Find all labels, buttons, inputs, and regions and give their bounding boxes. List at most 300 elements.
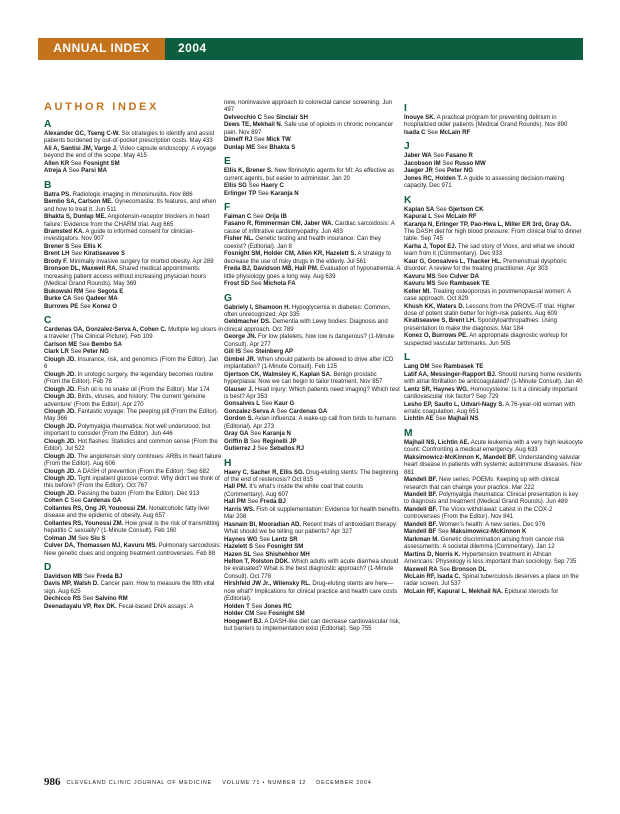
author-name: Fisher NL. <box>224 236 254 243</box>
cross-reference: Reginelli JP <box>262 438 297 445</box>
entry-text: See <box>440 160 455 167</box>
index-entry <box>44 349 223 356</box>
cross-reference: McLain RF <box>439 129 471 136</box>
index-entry <box>44 146 223 161</box>
entry-text: How great is the risk of transmitting hepatitis C sexually? (1-Minute Consult). Feb 160 <box>44 520 220 535</box>
entry-text: Dementia with Lewy bodies: Diagnosis and clinical approach. Oct 789 <box>224 319 388 333</box>
index-entry <box>224 137 403 144</box>
index-entry <box>44 469 223 476</box>
entry-text: See <box>78 303 93 310</box>
index-section <box>224 292 403 454</box>
cross-reference: Fasano R <box>445 153 473 160</box>
index-entry <box>44 266 223 288</box>
entry-text: See <box>245 499 260 506</box>
author-name: Kaplan SA <box>404 206 435 213</box>
author-name: Clough JD. <box>44 386 76 393</box>
author-name: Freda BJ, Davidson MB, Hall PM. <box>224 266 319 273</box>
entry-text: Passing the baton (From the Editor). Dec 913 <box>75 490 200 497</box>
entry-text: A guide to assessing decision-making capacity. Dec 971 <box>404 175 565 190</box>
entry-text: A DASH-like diet can decrease cardiovascular risk, but barriers to implementation exist (Editorial). Sep 755 <box>224 618 401 633</box>
index-section <box>404 351 583 424</box>
section-letter: E <box>224 156 231 168</box>
author-name: Clough JD. <box>44 453 76 460</box>
index-entry <box>404 402 583 417</box>
index-entry <box>44 604 223 611</box>
section-letter: F <box>224 201 231 213</box>
entry-text: Video capsule endoscopy: A voyage beyond the end of the scope. May 415 <box>44 145 217 160</box>
entry-text: Pulmonary sarcoidosis: New genetic clues and ongoing treatment controversies. Feb 88 <box>44 543 222 557</box>
entry-text: See <box>274 408 289 415</box>
index-entry <box>404 153 583 160</box>
author-name: Clark LR <box>44 349 69 356</box>
index-entry <box>404 529 583 536</box>
index-entry <box>404 244 583 259</box>
index-entry <box>44 199 223 214</box>
entry-text: Understanding valvular heart disease in patients with systemic autoimmune diseases. Nov 881 <box>404 454 582 476</box>
entry-text: Lessons from the PROVE-IT trial. Higher dose of potent statin better for high-risk patients. Aug 609 <box>404 303 576 317</box>
cross-reference: Mick TW <box>266 137 291 144</box>
entry-text: Polymyalgia rheumatica: Not well understood, but important to consider (From the Editor). Jun 446 <box>44 423 211 438</box>
index-entry <box>44 327 223 342</box>
entry-text: Hot flashes: Statistics and common sense (From the Editor). Jul 522 <box>44 438 218 453</box>
entry-text: See <box>251 213 266 220</box>
index-entry <box>44 543 223 558</box>
index-entry <box>44 244 223 251</box>
index-entry <box>224 236 403 251</box>
index-entry <box>224 100 403 115</box>
entry-text: See <box>249 603 264 610</box>
section-letter: I <box>404 103 407 114</box>
cross-reference: Sinclair SH <box>276 114 309 121</box>
index-title: AUTHOR INDEX <box>44 101 159 113</box>
author-name: Clough JD. <box>44 438 76 445</box>
cross-reference: Haery C <box>260 183 284 190</box>
index-entry <box>404 207 583 214</box>
index-entry <box>404 289 583 304</box>
entry-text: new, noninvasive approach to colorectal cancer screening. Jun 497 <box>224 100 393 114</box>
index-entry <box>224 446 403 453</box>
author-name: Hasnain BI, Mooradian AD. <box>224 521 302 528</box>
entry-text: A practical program for preventing delirium in hospitalized older patients (Medical Grand Rounds). Nov 890 <box>404 115 568 129</box>
entry-text: Angiotensin-receptor blockers in heart failure: Evidence from the CHARM trial. Aug 665 <box>44 214 210 228</box>
entry-text: See <box>259 401 275 408</box>
index-entry <box>404 168 583 175</box>
index-section <box>44 118 223 176</box>
section-banner <box>38 38 583 60</box>
entry-text: The sad story of Vioxx, and what we should learn from it (Commentary). Dec 933 <box>404 243 575 258</box>
author-name: Dechicco RS <box>44 596 81 603</box>
author-name: Markman M. <box>404 536 439 543</box>
index-entry <box>404 537 583 552</box>
index-entry <box>404 507 583 522</box>
author-name: Isada C <box>404 129 426 136</box>
index-entry <box>44 161 223 168</box>
entry-text: Gynecomastia: Its features, and when and how to treat it. Jun 511 <box>44 199 217 213</box>
author-name: Jaeger JR <box>404 168 433 175</box>
entry-text: New series. POEMs: Keeping up with clinical research that can change your practice. Mar 222 <box>404 477 560 491</box>
page-footer <box>44 776 584 788</box>
author-name: Clough JD. <box>44 394 76 401</box>
author-name: Holden T <box>224 603 250 610</box>
index-entry <box>44 304 223 311</box>
author-name: Ali A, Santisi JM, Vargo J. <box>44 145 118 152</box>
entry-text: In urologic surgery, the legendary becomes routine (From the Editor). Feb 78 <box>44 371 214 386</box>
index-entry <box>224 604 403 611</box>
entry-text: Homocysteine: Is it a clinically important cardiovascular risk factor? Sep 729 <box>404 386 578 401</box>
author-name: Geldmacher DS. <box>224 319 271 326</box>
index-entry <box>224 115 403 122</box>
cross-reference: Karanja N <box>262 431 291 438</box>
author-name: Collantes RS, Younossi ZM. <box>44 520 124 527</box>
author-name: Kapural L <box>404 214 432 221</box>
entry-text: Hypertension treatment in African Americans: Physiology is less important than sociology. Sep 735 <box>404 551 577 566</box>
index-section <box>224 201 403 289</box>
entry-text: It’s what’s inside the white coat that counts (Commentary). Aug 607 <box>224 484 364 498</box>
index-entry <box>224 470 403 485</box>
index-entry <box>44 357 223 372</box>
entry-text: Women’s health: A new series. Dec 976 <box>437 521 546 528</box>
index-section <box>404 427 583 597</box>
index-entry <box>44 372 223 387</box>
author-name: Burke CA <box>44 296 72 303</box>
entry-text: Avian influenza: A wake-up call from birds to humans (Editorial). Apr 273 <box>224 416 396 430</box>
author-name: Gonzalez-Serva A <box>224 408 275 415</box>
entry-text: Nonalcoholic fatty liver disease and the epidemic of obesity. Aug 657 <box>44 505 210 520</box>
author-name: Davis MP, Walsh D. <box>44 581 99 588</box>
author-name: Clough JD. <box>44 476 76 483</box>
entry-text: Hypoglycemia in diabetes: Common, often unrecognized. Apr 335 <box>224 304 391 318</box>
index-entry <box>224 191 403 198</box>
cross-reference: Cardenas GA <box>288 408 328 415</box>
entry-text: See <box>69 251 84 258</box>
index-entry <box>224 251 403 266</box>
entry-text: Cardiac sarcoidosis: A cause of infiltrative cardiomyopathy. Jun 483 <box>224 221 395 235</box>
entry-text: New fibrinolytic agents for MI: As effective as current agents, but easier to administer. Jan 20 <box>224 168 395 182</box>
author-name: Jacobson IM <box>404 160 441 167</box>
cross-reference: Lentz SR <box>271 536 298 543</box>
entry-text: See <box>433 416 448 423</box>
index-column-1 <box>44 100 223 614</box>
entry-text: Radiologic imaging in rhinosinusitis. Nov 886 <box>70 191 193 198</box>
author-name: Dimeff RJ <box>224 137 253 144</box>
author-name: Allen KR <box>44 160 70 167</box>
index-entry <box>44 387 223 394</box>
cross-reference: Qadeer MA <box>85 296 118 303</box>
cross-reference: Salvino RM <box>95 596 128 603</box>
index-entry <box>224 221 403 236</box>
index-entry <box>44 596 223 603</box>
entry-text: See <box>251 551 266 558</box>
author-name: Collantes RS, Ong JP, Younossi ZM. <box>44 505 148 512</box>
entry-text: See <box>77 341 92 348</box>
index-entry <box>44 394 223 409</box>
entry-text: A guide to informed consent for clinician-investigators. Nov 907 <box>44 228 195 243</box>
entry-text: See <box>252 544 268 551</box>
entry-text: Fecal-based DNA assays: A <box>116 603 194 610</box>
cross-reference: Culver DA <box>449 273 479 280</box>
author-name: Dews TE, Mekhail N. <box>224 122 283 129</box>
cross-reference: Bhakta S <box>269 144 296 151</box>
index-entry <box>224 439 403 446</box>
entry-text: See <box>83 288 98 295</box>
index-entry <box>44 214 223 229</box>
author-name: Lesho EP, Saullo L, Udvari-Nagy S. <box>404 401 505 408</box>
entry-text: A strategy to decrease the use of risky drugs in the elderly. Jul 561 <box>224 251 392 265</box>
index-entry <box>404 387 583 402</box>
index-entry <box>224 619 403 634</box>
index-section <box>224 457 403 634</box>
index-entry <box>224 537 403 544</box>
author-name: Glauser J. <box>224 386 254 393</box>
cross-reference: Ellis K <box>83 243 102 250</box>
index-entry <box>224 183 403 190</box>
index-entry <box>224 357 403 372</box>
author-name: Bronson DL, Maxwell RA. <box>44 266 118 273</box>
index-entry <box>404 574 583 589</box>
cross-reference: Bronson DL <box>451 566 487 573</box>
index-entry <box>404 477 583 492</box>
index-entry <box>224 387 403 402</box>
cross-reference: Peter NG <box>83 349 109 356</box>
author-name: Gjertson CK, Walmsley K, Kaplan SA. <box>224 371 332 378</box>
author-name: Bukowski RM <box>44 288 84 295</box>
index-entry <box>224 122 403 137</box>
index-entry <box>404 281 583 288</box>
author-name: Konez O, Burrows PE. <box>404 333 468 340</box>
author-name: Hall PM. <box>224 484 248 491</box>
author-name: Brent LH <box>44 251 70 258</box>
index-entry <box>224 334 403 349</box>
entry-text: See <box>69 243 84 250</box>
author-name: Hazen SL <box>224 551 252 558</box>
index-section <box>404 140 583 190</box>
entry-text: Fantastic voyage: The peeping pill (From the Editor). May 366 <box>44 408 219 423</box>
index-entry <box>224 372 403 387</box>
author-name: Gutierrez J <box>224 446 256 453</box>
cross-reference: Freda BJ <box>259 499 286 506</box>
entry-text: See <box>431 153 446 160</box>
author-name: Majhail NS, Lichtin AE. <box>404 439 470 446</box>
index-section <box>224 155 403 198</box>
author-name: Holder CM <box>224 611 255 618</box>
index-entry <box>224 266 403 281</box>
section-letter: L <box>404 352 411 364</box>
cross-reference: Parsi MA <box>81 168 107 175</box>
entry-text: Genetic discrimination arising from cancer risk assessments: A societal dilemma (Commentary). Jan 12 <box>404 536 565 551</box>
index-entry <box>224 581 403 603</box>
author-name: Latif AA, Messinger-Rapport BJ. <box>404 371 497 378</box>
author-name: Batra PS. <box>44 191 71 198</box>
cross-reference: Shishehbor MH <box>265 551 310 558</box>
author-name: Fasano R, Rimmerman CM, Jaber WA. <box>224 221 334 228</box>
author-name: Karha J, Topol EJ. <box>404 243 457 250</box>
index-entry <box>224 281 403 288</box>
author-name: Bembo SA, Carlson ME. <box>44 199 113 206</box>
entry-text: See <box>248 438 263 445</box>
entry-text: See <box>425 129 440 136</box>
author-name: Burrows PE <box>44 303 79 310</box>
author-name: Culver DA, Thomassen MJ, Kavuru MS. <box>44 543 157 550</box>
author-name: McLain RF, Isada C. <box>404 574 461 581</box>
index-entry <box>224 484 403 499</box>
index-entry <box>224 431 403 438</box>
author-name: Brener S <box>44 243 70 250</box>
index-section <box>404 194 583 349</box>
entry-text: A 76-year-old woman with erratic coagulation. Aug 651 <box>404 401 575 415</box>
author-name: Bramsted KA. <box>44 228 84 235</box>
index-entry <box>404 274 583 281</box>
entry-text: See <box>435 273 450 280</box>
author-name: Mandell BF. <box>404 492 438 499</box>
entry-text: Insurance, risk, and genomics (From the Editor). Jan 6 <box>44 356 219 371</box>
index-entry <box>404 416 583 423</box>
author-name: Clough JD. <box>44 490 76 497</box>
index-entry <box>404 115 583 130</box>
index-column-3 <box>404 100 583 599</box>
index-entry <box>224 319 403 334</box>
entry-text: Head injury: Which patients need imaging? Which test is best? Apr 353 <box>224 386 400 400</box>
cross-reference: Peter NG <box>447 168 473 175</box>
index-entry <box>224 507 403 522</box>
entry-text: Multiple leg ulcers in a traveler (The Clinical Picture). Feb 109 <box>44 326 223 341</box>
index-entry <box>44 536 223 543</box>
index-entry <box>44 424 223 439</box>
index-column-2 <box>224 100 403 637</box>
author-name: Ellis K, Brener S. <box>224 168 273 175</box>
index-entry <box>224 145 403 152</box>
index-entry <box>224 214 403 221</box>
author-name: Martins D, Norris K. <box>404 551 461 558</box>
author-name: Ellis SG <box>224 183 247 190</box>
author-name: Cardenas GA, Gonzalez-Serva A, Cohen C. <box>44 326 167 333</box>
entry-text: See <box>434 206 449 213</box>
index-entry <box>224 499 403 506</box>
author-name: Khush KK, Waters D. <box>404 303 465 310</box>
index-entry <box>44 192 223 199</box>
index-section <box>44 561 223 611</box>
index-entry <box>224 349 403 356</box>
entry-text: See <box>436 529 451 536</box>
cross-reference: Steinberg AP <box>255 349 294 356</box>
author-name: Inouye SK. <box>404 115 436 121</box>
entry-text: See <box>82 574 97 581</box>
author-name: Hirshfeld JW Jr., Wilensky RL. <box>224 581 311 588</box>
author-name: Cohen C <box>44 498 69 505</box>
author-name: Colman JM <box>44 535 77 542</box>
cross-reference: Kaur G <box>274 401 295 408</box>
author-name: Davidson MB <box>44 574 83 581</box>
cross-reference: Cardenas GA <box>82 498 122 505</box>
entry-text: See <box>69 160 84 167</box>
entry-text: The Vioxx withdrawal: Latest in the COX-2 controversies (From the Editor). Nov 841 <box>404 506 553 521</box>
author-name: Hall PM <box>224 499 246 506</box>
author-name: Fosnight SM, Holder CM, Allen KR, Hazelett S. <box>224 251 357 258</box>
author-name: Mandell BF. <box>404 477 438 484</box>
cross-reference: Fosnight SM <box>267 544 304 551</box>
index-entry <box>44 296 223 303</box>
author-name: Deenadayalu VP, Rex DK. <box>44 603 117 610</box>
index-entry <box>224 409 403 416</box>
index-entry <box>44 168 223 175</box>
section-letter: M <box>404 427 413 439</box>
index-entry <box>404 304 583 319</box>
index-entry <box>44 409 223 424</box>
entry-text: Epidural steroids for <box>502 588 559 595</box>
author-name: Bhakta S, Dunlap ME. <box>44 214 107 221</box>
entry-text: See <box>261 114 277 121</box>
author-name: Lang DM <box>404 364 430 371</box>
entry-text: When should patients be allowed to drive after ICD implantation? (1-Minute Consult). Feb 125 <box>224 356 394 371</box>
author-name: Haynes WG <box>224 536 258 543</box>
cross-reference: Maksimowicz-McKinnon K <box>450 529 527 536</box>
index-entry <box>44 131 223 146</box>
entry-text: See <box>252 137 267 144</box>
index-entry <box>44 574 223 581</box>
author-name: Griffin B <box>224 438 249 445</box>
author-name: Clough JD. <box>44 468 76 475</box>
entry-text: See <box>71 296 86 303</box>
index-section <box>44 179 223 311</box>
index-entry <box>404 222 583 244</box>
index-entry <box>44 259 223 266</box>
author-name: Gill IS <box>224 349 242 356</box>
entry-text: See <box>429 364 444 371</box>
cross-reference: McLain RF <box>446 214 477 221</box>
index-entry <box>44 581 223 596</box>
cross-reference: Seballos RJ <box>269 446 304 453</box>
entry-text: See <box>255 446 270 453</box>
entry-text: Spinal tuberculosis deserves a place on the radar screen. Jul 537 <box>404 574 579 588</box>
index-entry <box>44 498 223 505</box>
entry-text: See <box>248 431 263 438</box>
author-name: Clough JD. <box>44 371 76 378</box>
entry-text: See <box>66 168 82 175</box>
author-name: Mandell BF. <box>404 521 438 528</box>
journal-name: CLEVELAND CLINIC JOURNAL OF MEDICINE <box>66 780 213 786</box>
author-name: Harris WS. <box>224 506 255 513</box>
entry-text: Treating osteoporosis in postmenopausal women: A case approach. Oct 829 <box>404 288 571 303</box>
index-section <box>404 102 583 137</box>
author-name: Lentz SR, Haynes WG. <box>404 386 469 393</box>
cross-reference: Rambasek TE <box>443 364 484 371</box>
index-entry <box>404 552 583 567</box>
entry-text: Drug-eluting stents are here—now what? Implications for clinical practice and health care costs (Editorial). <box>224 581 398 603</box>
author-name: Dunlap ME <box>224 144 256 151</box>
index-entry <box>404 589 583 596</box>
entry-text: Polymyalgia rheumatica: Clinical presentation is key to diagnosis and treatment (Medical Grand Rounds). Jun 489 <box>404 492 579 506</box>
author-name: Haery C, Sacher R, Ellis SG. <box>224 469 305 476</box>
cross-reference: Kiratiseavee S <box>83 251 126 258</box>
index-entry <box>44 342 223 349</box>
author-name: Hazelett S <box>224 544 253 551</box>
index-entry <box>404 522 583 529</box>
cross-reference: Majhail NS <box>447 416 479 423</box>
entry-text: Should nursing home residents with atrial fibrillation be anticoagulated? (1-Minute Consult). Jan 40 <box>404 371 583 386</box>
entry-text: See <box>68 349 83 356</box>
entry-text: See <box>254 611 269 618</box>
index-entry <box>224 522 403 537</box>
index-entry <box>404 318 583 333</box>
entry-text: Which adults with acute diarrhea should be evaluated? What is the best diagnostic approach? (1-Minute Consult). Oct 778 <box>224 559 399 580</box>
entry-text: See <box>256 190 271 197</box>
author-name: Gimbel JR. <box>224 356 256 363</box>
issue-date: DECEMBER 2004 <box>316 780 372 786</box>
index-entry <box>44 439 223 454</box>
entry-text: See <box>432 168 448 175</box>
section-letter: B <box>44 179 52 191</box>
index-entry <box>224 544 403 551</box>
entry-text: Drug-eluting stents: The beginning of the end of restenosis? Oct 815 <box>224 469 399 484</box>
